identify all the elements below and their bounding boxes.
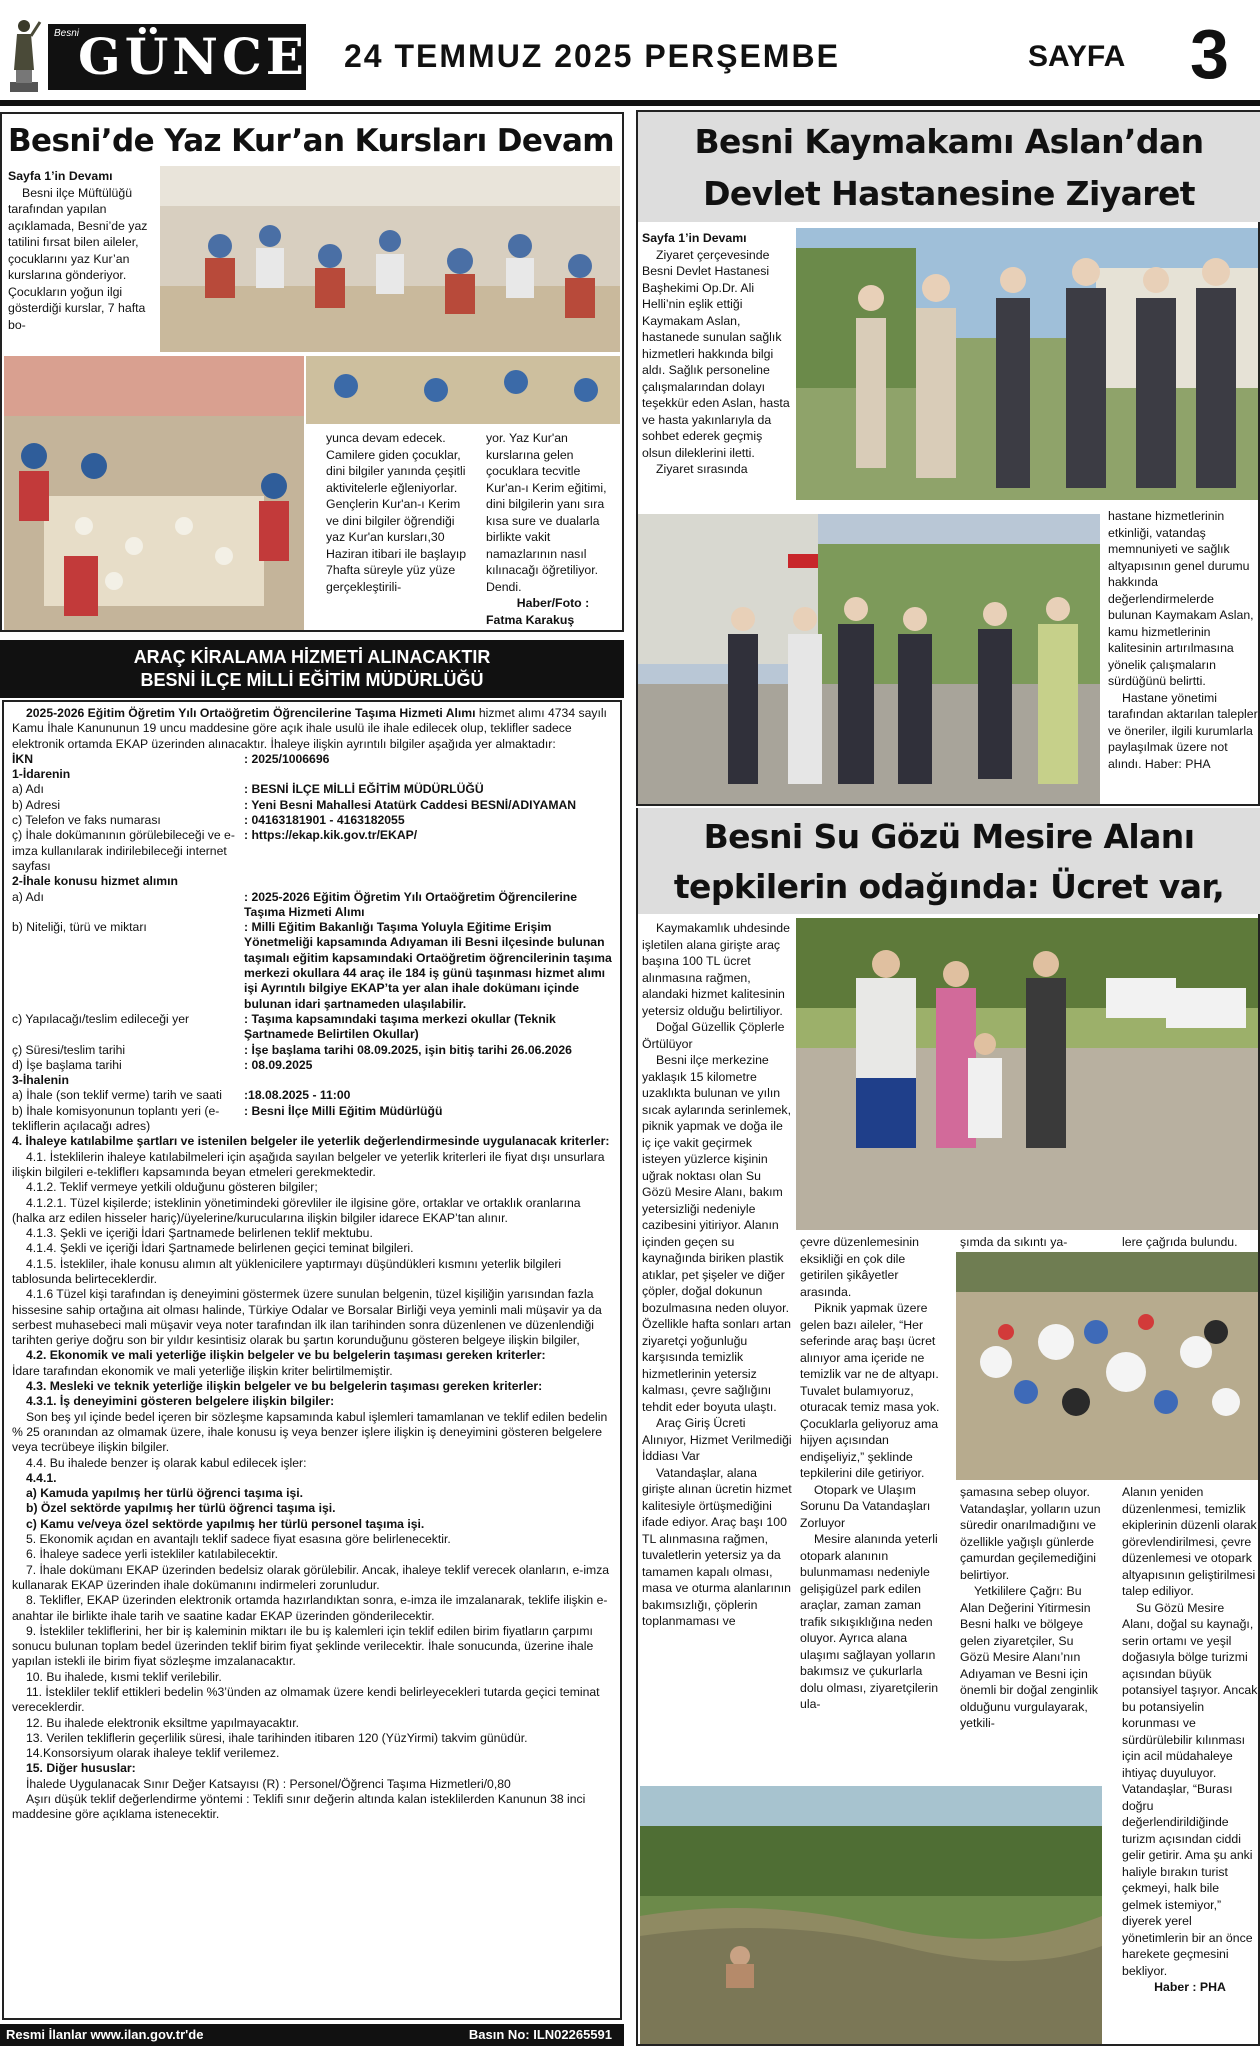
detail-value: : 08.09.2025 [244,1057,313,1072]
detail-row [12,920,612,1012]
ihale-paragraphs [12,1134,612,1822]
paragraph: yunca devam edecek. Camilere giden çocuklar, dini bilgiler yanında çeşitli aktivitelerle eğleniyorlar. Gençlerin Kur'an-ı Kerim ve dini bilgiler öğrendiği yaz Kur'an kursları,30 Haziran itibari ile başlayıp 7hafta süreyle yüz yüze gerçekleştirili- [326,431,467,594]
kuran-class-photo-1 [160,166,620,352]
detail-row [12,874,612,889]
ihale-intro-title: 2025-2026 Eğitim Öğretim Yılı Ortaöğretim Öğrencilerine Taşıma Hizmeti Alımı [26,706,476,720]
paragraph: 4.1.3. Şekli ve içeriği İdari Şartnamede belirlenen teklif mektubu. [26,1226,373,1241]
paragraph: Hastane yönetimi tarafından aktarılan talepler ve öneriler, ilgili kurumlarla paylaşılmak üzere not alındı. Haber: PHA [1108,690,1258,771]
paragraph: 11. İstekliler teklif ettikleri bedelin %3’ünden az olmamak üzere kendi belirleyecekleri tutarda geçici teminat vereceklerdir. [12,1685,600,1715]
detail-key: c) Yapılacağı/teslim edileceği yer [12,1011,190,1026]
ihale-details-table [12,752,612,1134]
detail-value: :18.08.2025 - 11:00 [244,1088,351,1103]
paragraph: İdare tarafından ekonomik ve mali yeterliğe ilişkin kriter belirtilmemiştir. [12,1363,393,1378]
paragraph: 5. Ekonomik açıdan en avantajlı teklif sadece fiyat esasına göre belirlenecektir. [26,1532,451,1547]
footer-bar [0,2024,624,2046]
detail-key: 3-İhalenin [12,1073,69,1088]
paragraph: 4. İhaleye katılabilme şartları ve istenilen belgeler ile yeterlik değerlendirmesinde uygulanacak kriterler: [12,1134,610,1149]
detail-value [244,1073,612,1088]
paragraph: 4.1.6 Tüzel kişi tarafından iş deneyimini göstermek üzere sunulan belgenin, tüzel kişiliğin yarısından fazla hissesine sahip ortağına ait olması halinde, Türkiye Odalar ve Borsalar Birliği veya yeminli mali müşavir ya da serbest muhasebeci mali müşavir veya noter tarafından ilk ilan tarihinden sonra düzenlenen ve düzenlendiği tarihten geriye doğru son bir yıldır kesintisiz olarak bu şartın korunduğunu gösteren belgeye ilişkin bilgiler, [12,1287,602,1348]
ihale-intro-text: hizmet alımı 4734 sayılı Kamu İhale Kanununun 19 uncu maddesine göre açık ihale usulü ile ihale edilecek olup, teklifler sadece elektronik ortamda EKAP üzerinden alınacaktır. İhaleye ilişkin ayrıntılı bilgiler aşağıda yer almaktadır: [12,706,607,751]
detail-key: b) İhale komisyonunun toplantı yeri (e-tekliflerin açılacağı adres) [12,1103,220,1134]
detail-value: : Besni İlçe Milli Eğitim Müdürlüğü [244,1103,443,1118]
detail-value: : 2025-2026 Eğitim Öğretim Yılı Ortaöğretim Öğrencilerine Taşıma Hizmeti Alımı [244,889,578,919]
paragraph: hastane hizmetlerinin etkinliği, vatandaş memnuniyeti ve sağlık altyapısının genel durumu hakkında değerlendirmelerde bulunan Kaymakam Aslan, kamu hizmetlerinin kalitesinin artırılmasına yönelik çalışmaların sürdüğünü belirtti. [1108,509,1254,688]
paragraph: Sayfa 1’in Devamı [642,231,747,245]
detail-value: : 2025/1006696 [244,751,330,766]
detail-row [12,1104,612,1135]
detail-key: b) Adresi [12,797,61,812]
paragraph: Haber : PHA [1154,1980,1226,1994]
sugozu-stream-photo [640,1786,1102,2044]
kuran-class-photo-3 [306,356,620,424]
detail-value [244,767,612,782]
paragraph: Yetkililere Çağrı: Bu Alan Değerini Yitirmesin [960,1584,1091,1615]
paragraph: Alanın yeniden düzenlenmesi, temizlik ekiplerinin düzenli olarak görevlendirilmesi, çevre düzenlemesi ve otopark altyapısının geliştirilmesi talep ediliyor. [1122,1485,1257,1598]
detail-key: ç) Süresi/teslim tarihi [12,1042,126,1057]
detail-value: : https://ekap.kik.gov.tr/EKAP/ [244,828,418,843]
sugozu-visitors-photo [796,918,1258,1230]
detail-key: c) Telefon ve faks numarası [12,813,161,828]
paragraph: Su Gözü Mesire Alanı, doğal su kaynağı, serin ortamı ve yeşil doğasıyla bölge turizmi açısından büyük potansiyel taşıyor. Ancak bu potansiyelin korunması ve sürdürülebilir kılınması için acil müdahaleye ihtiyaç duyuluyor. Vatandaşlar, “Burası doğru değerlendirildiğinde turizm açısından ciddi gelir getirir. Ama şu anki haliyle bırakın turist çekmeyi, halk bile gelmek istemiyor,” diyerek yerel yönetimlerin bir an önce harekete geçmesini bekliyor. [1122,1600,1258,1978]
article-sugozu-col3-top: lere çağrıda bulundu. [1122,1235,1238,1249]
paragraph: Haber/Foto : [516,596,590,610]
detail-row [12,782,612,797]
detail-row [12,752,612,767]
detail-value: : Yeni Besni Mahallesi Atatürk Caddesi BESNİ/ADIYAMAN [244,797,577,812]
paragraph: 4.1.2. Teklif vermeye yetkili olduğunu gösteren bilgiler; [26,1180,318,1195]
statue-logo-icon [4,14,44,94]
page-number: 3 [1190,15,1229,93]
article-sugozu-col2a [800,1234,942,1713]
paragraph: Vatandaşlar, alana girişte alınan ücretin hizmet kalitesiyle örtüşmediğini ifade ediyor. Araç başı 100 TL alınmasına rağmen, tuvaletlerin yetersiz ya da tamamen kapalı olması, masa ve oturma alanlarının bakımsızlığı, çöplerin toplanmaması ve [642,1465,792,1628]
paper-name: GÜNCEL [48,24,306,90]
article-hastane-col1 [642,230,792,478]
paragraph: çevre düzenlemesinin eksikliği en çok dile getirilen şikâyetler arasında. [800,1235,919,1299]
article-sugozu-col2b-top: şımda da sıkıntı ya- [960,1235,1068,1249]
detail-row [12,1043,612,1058]
paragraph: Ziyaret sırasında [656,462,748,476]
paragraph: Kaymakamlık uhdesinde işletilen alana girişte araç başına 100 TL ücret alınmasına rağmen, alandaki hizmet kalitesinin yetersiz olduğu belirtiliyor. [642,921,790,1018]
paragraph: 6. İhaleye sadece yerli istekliler katılabilecektir. [26,1547,278,1562]
paragraph: 4.1.2.1. Tüzel kişilerde; isteklinin yönetimindeki görevliler ile ilgisine göre, ortaklar ve ortaklık oranlarına (halka arz edilen hisseler hariç)/üyelerine/kurucularına ilişkin bilgiler idarece EKAP’tan alınır. [12,1195,581,1225]
article-kuran-col1 [8,168,156,333]
ihale-intro [12,706,612,752]
kuran-class-photo-2 [4,356,304,630]
paragraph: 4.4.1. [26,1470,57,1485]
paragraph: c) Kamu ve/veya özel sektörde yapılmış her türlü personel taşıma işi. [26,1516,425,1531]
detail-row [12,1088,612,1103]
article-kuran-col2 [326,430,472,595]
detail-row [12,798,612,813]
paragraph: Piknik yapmak üzere gelen bazı aileler, “Her seferinde araç başı ücret alınıyor ama içeride ne temizlik var ne de altyapı. Tuvalet bulamıyoruz, oturacak temiz masa yok. Çocuklarla geliyoruz ama hijyen açısından endişeliyiz,” şeklinde tepkilerini dile getiriyor. [800,1301,940,1480]
paragraph: 7. İhale dokümanı EKAP üzerinden bedelsiz olarak görülebilir. Ancak, ihaleye teklif verecek olanların, e-imza kullanarak EKAP üzerinden ihale dokümanını indirmeleri zorunludur. [12,1562,610,1592]
detail-key: a) Adı [12,889,44,904]
detail-row [12,813,612,828]
paragraph: 4.1.4. Şekli ve içeriği İdari Şartnamede belirlenen geçici teminat bilgileri. [26,1241,414,1256]
article-sugozu-col1 [642,920,792,1630]
paragraph: Ziyaret çerçevesinde Besni Devlet Hastanesi Başhekimi Op.Dr. Ali Helli’nin eşlik ettiği Kaymakam Aslan, hastanede sunulan sağlık hizmetleri hakkında bilgi aldı. Sağlık personeline çalışmalarından dolayı teşekkür eden Aslan, hasta ve hasta yakınlarıyla da sohbet ederek geçmiş olsun dileklerini iletti. [642,247,790,460]
paragraph: 4.2. Ekonomik ve mali yeterliğe ilişkin belgeler ve bu belgelerin taşıması gereken kriterler: [26,1348,546,1363]
masthead [0,0,1260,106]
detail-value: : Taşıma kapsamındaki taşıma merkezi okullar (Teknik Şartnamede Belirtilen Okullar) [244,1011,556,1042]
ihale-heading-line1: ARAÇ KİRALAMA HİZMETİ ALINACAKTIR [133,647,491,667]
detail-row [12,767,612,782]
paragraph: 4.3. Mesleki ve teknik yeterliğe ilişkin belgeler ve bu belgelerin taşıması gereken kriterler: [26,1379,543,1394]
page-label: SAYFA [1028,40,1126,73]
detail-key: 1-İdarenin [12,767,71,782]
paragraph: şamasına sebep oluyor. Vatandaşlar, yolların uzun süredir onarılmadığını ve özellikle yağışlı günlerde çamurdan geçilemediğini belirtiyor. [960,1485,1101,1582]
detail-value: : İşe başlama tarihi 08.09.2025, işin bitiş tarihi 26.06.2026 [244,1042,572,1057]
paragraph: 13. Verilen tekliflerin geçerlilik süresi, ihale tarihinden itibaren 120 (YüzYirmi) takvim günüdür. [26,1730,528,1745]
detail-row [12,1012,612,1043]
article-hastane-title: Besni Kaymakamı Aslan’dan Devlet Hastanesine Ziyaret [638,112,1260,222]
paragraph: 4.3.1. İş deneyimini gösteren belgelere ilişkin bilgiler: [26,1394,335,1409]
detail-key: a) Adı [12,782,44,797]
masthead-rule [0,100,1260,106]
paragraph: İhalede Uygulanacak Sınır Değer Katsayısı (R) : Personel/Öğrenci Taşıma Hizmetleri/0,80 [26,1776,511,1791]
detail-value: : 04163181901 - 4163182055 [244,813,405,828]
detail-value: : Milli Eğitim Bakanlığı Taşıma Yoluyla Eğitime Erişim Yönetmeliği kapsamında Adıyaman ili Besni ilçesinde bulunan taşımalı eğitim kapsamındaki Ortaöğretim öğrencilerinin taşıma merkezi okullara 44 araç ile 184 iş günü taşınması hizmet alımı işi Ayrıntılı bilgiye EKAP’ta yer alan ihale dokümanı içinde bulunan idari şartnameden ulaşılabilir. [244,920,612,1011]
article-kuran-title: Besni’de Yaz Kur’an Kursları Devam [8,123,614,159]
detail-key: İKN [12,751,33,766]
paragraph: 9. İstekliler tekliflerini, her bir iş kaleminin miktarı ile bu iş kalemleri için teklif edilen birim fiyatların çarpımı sonucu bulunan toplam bedel üzerinden teklif birim fiyat şeklinde verilecektir. İhale sonucunda, üzerine ihale yapılan istekli ile birim fiyat sözleşme imzalanacaktır. [12,1623,594,1669]
sugozu-garbage-photo [956,1252,1258,1480]
paragraph: Otopark ve Ulaşım Sorunu Da Vatandaşları Zorluyor [800,1482,931,1530]
detail-key: a) İhale (son teklif verme) tarih ve saati [12,1088,222,1103]
paragraph: yor. Yaz Kur'an kurslarına gelen çocuklara tecvitle Kur'an-ı Kerim eğitimi, dini bilgilerin yanı sıra kısa sure ve dualarla birlikte vakit namazlarının nasıl kılınacağı öğretiliyor. Dendi. [486,431,607,594]
article-kuran-col3 [486,430,620,628]
paragraph: 12. Bu ihalede elektronik eksiltme yapılmayacaktır. [26,1715,299,1730]
paragraph: b) Özel sektörde yapılmış her türlü öğrenci taşıma işi. [26,1501,336,1516]
detail-key: ç) İhale dokümanının görülebileceği ve e-imza kullanılarak indirilebileceği internet sayfası [12,828,235,873]
paragraph: 4.1.5. İstekliler, ihale konusu alımın alt yüklenicilere yaptırmayı düşündükleri kısmını yeterlik bilgileri tablosunda belirteceklerdir. [12,1256,562,1286]
issue-date: 24 TEMMUZ 2025 PERŞEMBE [344,38,840,74]
detail-value: : BESNİ İLÇE MİLLİ EĞİTİM MÜDÜRLÜĞÜ [244,782,484,797]
hastane-visit-photo-1 [796,228,1258,500]
footer-basin-no: Basın No: ILN02265591 [468,2027,612,2042]
paragraph: Aşırı düşük teklif değerlendirme yöntemi : Teklifi sınır değerin altında kalan isteklilerden Kanunun 38 inci maddesine göre açıklama istenecektir. [12,1792,586,1822]
paragraph: a) Kamuda yapılmış her türlü öğrenci taşıma işi. [26,1486,304,1501]
paragraph: 10. Bu ihalede, kısmi teklif verilebilir. [26,1669,222,1684]
detail-row [12,1058,612,1073]
detail-row [12,1073,612,1088]
paragraph: 15. Diğer hususlar: [26,1761,136,1776]
hastane-visit-photo-2 [638,514,1100,804]
paragraph: Doğal Güzellik Çöplerle Örtülüyor [642,1020,785,1051]
paragraph: Son beş yıl içinde bedel içeren bir sözleşme kapsamında kabul işlemleri tamamlanan ve teklif edilen bedelin % 25 oranından az olmamak üzere, ihale konusu iş veya benzer işlere ilişkin iş deneyimini gösteren belgelere veya tecrübeye ilişkin bilgiler. [12,1409,608,1455]
paragraph: Besni ilçe Müftülüğü tarafından yapılan açıklamada, Besni’de yaz tatilini fırsat bilen aileler, çocuklarını yaz Kur’an kurslarına gönderiyor. Çocukların yoğun ilgi gösterdiği kurslar, 7 hafta bo- [8,185,148,332]
detail-key: 2-İhale konusu hizmet alımın [12,874,178,889]
detail-key: d) İşe başlama tarihi [12,1057,122,1072]
paragraph: 8. Teklifler, EKAP üzerinden elektronik ortamda hazırlandıktan sonra, e-imza ile imzalanarak, teklife ilişkin e-anahtar ile birlikte ihale tarih ve saatine kadar EKAP üzerinden gönderilecektir. [12,1593,608,1623]
paragraph: Besni ilçe merkezine yaklaşık 15 kilometre uzaklıkta bulunan ve yılın sıcak aylarında serinlemek, piknik yapmak ve doğa ile iç içe vakit geçirmek isteyen yüzlerce kişinin uğrak noktası olan Su Gözü Mesire Alanı, bakım yetersizliği nedeniyle cazibesini yitiriyor. Alanın içinden geçen su kaynağında biriken plastik atıklar, pet şişeler ve diğer çöpler, doğal dokunun bozulmasına neden oluyor. Özellikle hafta sonları artan ziyaretçi yoğunluğu karşısında temizlik hizmetlerinin yetersiz kalması, çevre sağlığını tehdit eder boyuta ulaştı. [642,1053,792,1414]
footer-ilan-site: Resmi İlanlar www.ilan.gov.tr'de [6,2027,204,2042]
paragraph: Sayfa 1’in Devamı [8,169,113,183]
article-sugozu-col2b [960,1484,1102,1732]
paragraph: 4.4. Bu ihalede benzer iş olarak kabul edilecek işler: [26,1455,307,1470]
detail-key: b) Niteliği, türü ve miktarı [12,920,147,935]
ihale-body [2,700,622,2020]
paragraph: Mesire alanında yeterli otopark alanının bulunmaması nedeniyle gelişigüzel park edilen araçlar, zaman zaman trafik sıkışıklığına neden oluyor. Ayrıca alana ulaşımı sağlayan yolların bakımsız ve çukurlarla dolu olması, ziyaretçilerin ula- [800,1532,939,1711]
detail-row [12,828,612,874]
paper-tag: Besni [54,28,80,39]
article-hastane-col2 [1108,508,1258,772]
paragraph: 4.1. İsteklilerin ihaleye katılabilmeleri için aşağıda sayılan belgeler ve yeterlik kriterleri ile fiyat dışı unsurlara ilişkin bilgileri e-tekliflerı kapsamında beyan etmeleri gerekmektedir. [12,1149,605,1179]
paragraph: Besni halkı ve bölgeye gelen ziyaretçiler, Su Gözü Mesire Alanı’nın Adıyaman ve Besni için önemli bir doğal zenginlik olduğunu vurgulayarak, yetkili- [960,1617,1099,1730]
detail-row [12,890,612,921]
ihale-heading [0,640,624,698]
paragraph: Araç Giriş Ücreti Alınıyor, Hizmet Verilmediği İddiası Var [642,1416,792,1463]
article-sugozu-title: Besni Su Gözü Mesire Alanı tepkilerin odağında: Ücret var, [638,808,1260,914]
paragraph: 14.Konsorsiyum olarak ihaleye teklif verilemez. [26,1746,280,1761]
paragraph: Fatma Karakuş [486,612,575,627]
article-sugozu-col3 [1122,1484,1258,1996]
ihale-heading-line2: BESNİ İLÇE MİLLİ EĞİTİM MÜDÜRLÜĞÜ [140,670,484,690]
detail-value [244,874,612,889]
